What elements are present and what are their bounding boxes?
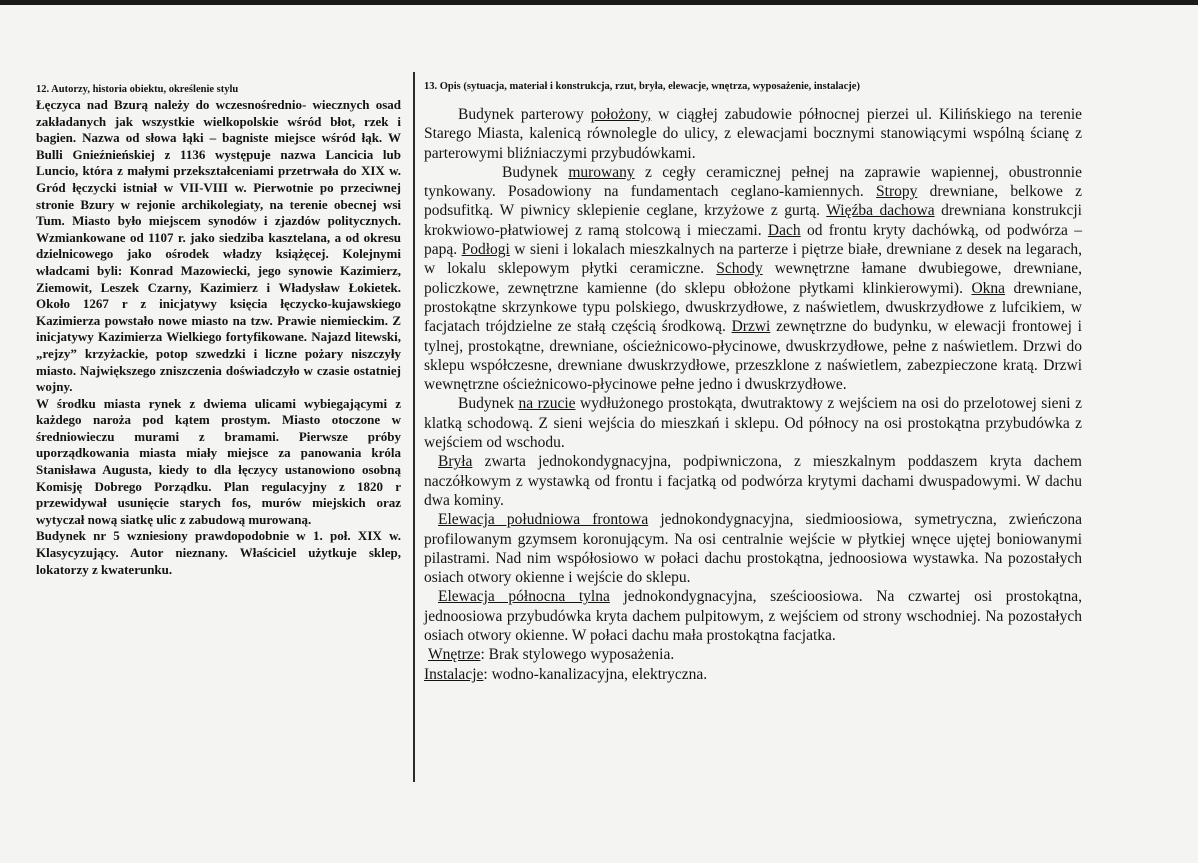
term-polozony: położony, bbox=[590, 106, 652, 123]
town-layout-paragraph: W środku miasta rynek z dwiema ulicami wybiegającymi z każdego naroża pod kątem prostym. Miasto otoczone w średniowieczu murami z bramami. Pierwsze próby uporządkowania miasta miały miejsce za panowania króla Stanisława Augusta, kiedy to dla łęczycy ustanowiono osobną Komisję Dobrego Porządku. Plan regulacyjny z 1820 r przewidywał usunięcie starych fos, murów miejskich oraz wytyczał nową siatkę ulic z zabudową murowaną. bbox=[36, 395, 401, 527]
construction-paragraph: Budynek murowany z cegły ceramicznej pełnej na zaprawie wapiennej, obustronnie tynkowany. Posadowiony na fundamentach ceglano-kamiennych. Stropy drewniane, belkowe z podsufitką. W piwnicy sklepienie ceglane, krzyżowe z gurtą. Więźba dachowa drewniana konstrukcji krokwiowo-płatwiowej z ramą stolcową i mieczami. Dach od frontu kryty dachówką, od podwórza – papą. Podłogi w sieni i lokalach mieszkalnych na parterze i piętrze białe, drewniane z desek na legarach, w lokalu sklepowym płytki ceramiczne. Schody wewnętrzne łamane dwubiegowe, drewniane, policzkowe, zewnętrzne kamienne (do sklepu obłożone płytkami klinkierowymi). Okna drewniane, prostokątne skrzynkowe typu polskiego, dwuskrzydłowe, z naświetlem, dwuskrzydłowe z lufcikiem, w facjatach trójdzielne ze stałą częścią środkową. Drzwi zewnętrzne do budynku, w elewacji frontowej i tylnej, prostokątne, drewniane, ościeżnicowo-płycinowe, dwuskrzydłowe, pełne z naświetlem. Drzwi do sklepu współczesne, drewniane dwuskrzydłowe, przeszklone z naświetlem, zabezpieczone kratą. Drzwi wewnętrzne ościeżnicowo-płycinowe pełne jedno i dwuskrzydłowe. bbox=[424, 163, 1083, 394]
section-13-title: 13. Opis (sytuacja, materiał i konstrukcja, rzut, bryła, elewacje, wnętrza, wyposażenie, instalacje) bbox=[424, 81, 860, 92]
scan-top-edge bbox=[0, 0, 1198, 5]
situation-paragraph: Budynek parterowy położony, w ciągłej zabudowie północnej pierzei ul. Kilińskiego na terenie Starego Miasta, kalenicą równolegle do ulicy, z elewacjami bocznymi stanowiącymi wspólną ścianę z parterowymi bliźniaczymi przybudówkami. bbox=[424, 106, 1082, 162]
term-stropy: Stropy bbox=[876, 183, 918, 201]
left-column bbox=[36, 83, 401, 578]
term-wiezba-dachowa: Więźba dachowa bbox=[826, 202, 935, 220]
term-drzwi: Drzwi bbox=[731, 318, 771, 336]
interior-line: Wnętrze: Brak stylowego wyposażenia. bbox=[428, 646, 675, 664]
plan-paragraph: Budynek na rzucie wydłużonego prostokąta, dwutraktowy z wejściem na osi do przelotowej sieni z klatką schodową. Z sieni wejścia do mieszkań i sklepu. Od północy na osi prostokątna przybudówka z wejściem od wschodu. bbox=[424, 395, 1082, 452]
term-schody: Schody bbox=[716, 260, 763, 278]
term-okna: Okna bbox=[971, 279, 1006, 297]
term-murowany: murowany bbox=[568, 163, 635, 181]
term-na-rzucie: na rzucie bbox=[518, 395, 576, 413]
term-dach: Dach bbox=[767, 221, 801, 239]
history-paragraph: Łęczyca nad Bzurą należy do wczesnośrednio- wiecznych osad zakładanych jak wszystkie wielkopolskie wśród błot, rzek i bagien. Nazwa od słowa łąki – bagniste miejsce wśród łąk. W Bulli Gnieźnieńskiej z 1136 występuje nazwa Lancicia lub Luncio, która z małymi przekształceniami przetrwała do XIX w. Gród łęczycki istniał w VII-VIII w. Pierwotnie po przeciwnej stronie Bzury w rejonie archikolegiaty, na terenie obecnej wsi Tum. Miasto było miejscem synodów i zjazdów politycznych. Wzmiankowane od 1107 r. jako siedziba kasztelana, a od okresu dzielnicowego jako ośrodek władzy książęcej. Kolejnymi władcami byli: Konrad Mazowiecki, jego synowie Kazimierz, Ziemowit, Leszek Czarny, Kazimierz i Władysław Łokietek. Około 1267 r z inicjatywy księcia łęczycko-kujawskiego Kazimierza powstało nowe miasto na tzw. Prawie niemieckim. Z inicjatywy Kazimierza Wielkiego fortyfikowane. Najazd litewski, „rejzy” krzyżackie, potop szwedzki i liczne pożary niszczyły miasto. Największego zniszczenia doświadczyło w czasie ostatniej wojny. bbox=[36, 97, 401, 395]
building-attribution-paragraph: Budynek nr 5 wzniesiony prawdopodobnie w 1. poł. XIX w. Klasycyzujący. Autor nieznany. Właściciel użytkuje sklep, lokatorzy z kwaterunku. bbox=[36, 528, 401, 577]
section-12-title: 12. Autorzy, historia obiektu, określenie stylu bbox=[36, 84, 239, 95]
installations-line: Instalacje: wodno-kanalizacyjna, elektryczna. bbox=[424, 665, 708, 683]
north-elevation-paragraph: Elewacja północna tylna jednokondygnacyjna, sześcioosiowa. Na czwartej osi prostokątna, jednoosiowa przybudówka kryta dachem pulpitowym, z wejściem od strony wschodniej. Na pozostałych osiach otwory okienne. W połaci dachu mała prostokątna facjatka. bbox=[424, 588, 1082, 645]
term-bryla: Bryła bbox=[438, 453, 473, 471]
term-podlogi: Podłogi bbox=[461, 241, 510, 259]
right-column bbox=[424, 80, 1082, 684]
massing-paragraph: Bryła zwarta jednokondygnacyjna, podpiwniczona, z mieszkalnym poddaszem kryta dachem naczółkowym z wystawką od frontu i facjatką od podwórza krytymi dachami dwuspadowymi. W dachu dwa kominy. bbox=[424, 453, 1082, 509]
term-elewacja-polnocna: Elewacja północna tylna bbox=[438, 588, 610, 606]
term-elewacja-poludniowa: Elewacja południowa frontowa bbox=[438, 511, 649, 529]
column-divider bbox=[413, 72, 415, 782]
term-wnetrze: Wnętrze bbox=[428, 646, 481, 664]
term-instalacje: Instalacje bbox=[424, 665, 484, 683]
south-elevation-paragraph: Elewacja południowa frontowa jednokondygnacyjna, siedmioosiowa, symetryczna, zwieńczona profilowanym gzymsem koronującym. Na osi centralnie wejście w płytkiej wnęce ujętej boniowanymi pilastrami. Nad nim współosiowo w połaci dachu prostokątna, jednoosiowa wystawka. Na pozostałych osiach otwory okienne i wejście do sklepu. bbox=[424, 511, 1082, 587]
